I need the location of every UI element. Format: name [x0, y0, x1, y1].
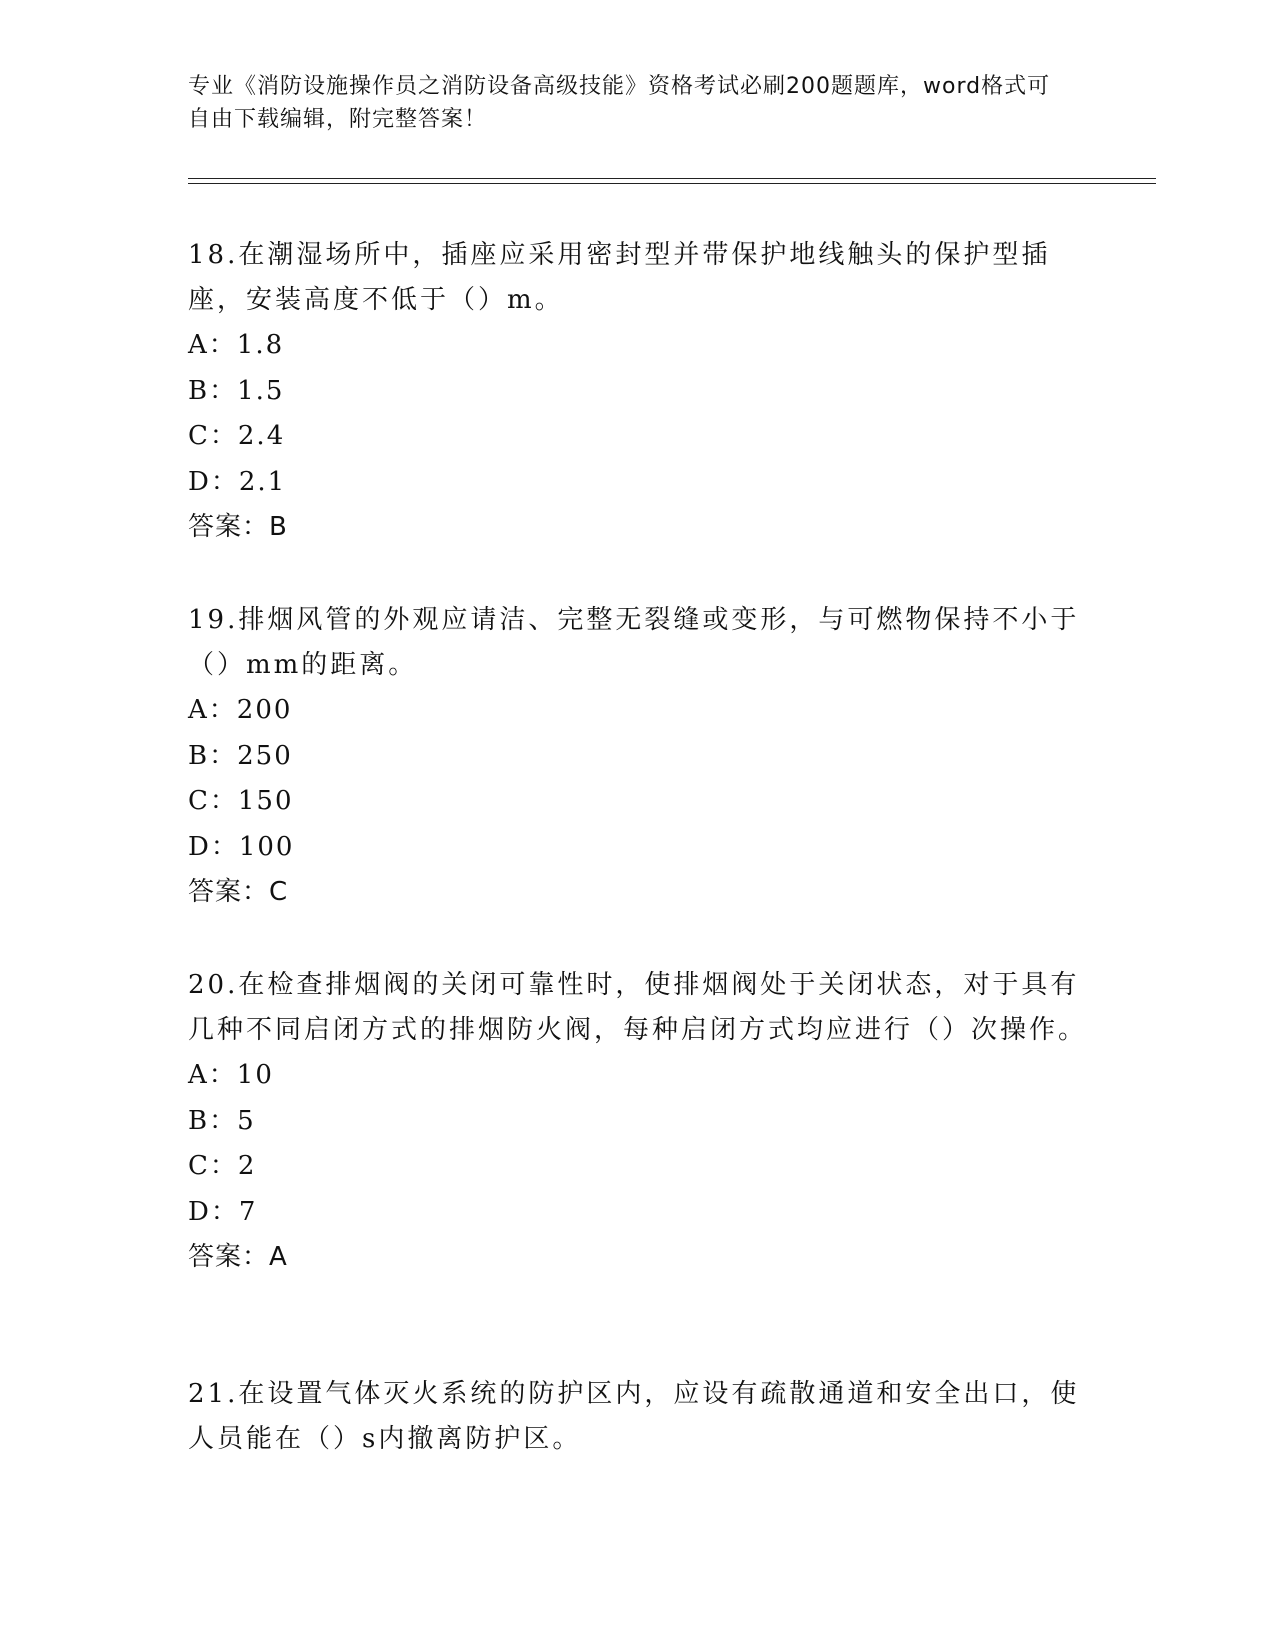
option-c: C：2.4 [188, 421, 286, 451]
answer-line: 答案：B [188, 512, 288, 542]
answer-line: 答案：A [188, 1242, 288, 1272]
option-a: A：200 [188, 695, 293, 725]
question-18 [188, 233, 1088, 550]
option-b: B：5 [188, 1105, 256, 1136]
option-a: A：10 [188, 1060, 274, 1090]
header-divider-top [188, 178, 1156, 179]
question-stem: 18.在潮湿场所中，插座应采用密封型并带保护地线触头的保护型插座，安装高度不低于（）m。 [188, 240, 1051, 315]
option-d: D：7 [188, 1196, 258, 1227]
question-stem: 20.在检查排烟阀的关闭可靠性时，使排烟阀处于关闭状态，对于具有几种不同启闭方式的排烟防火阀，每种启闭方式均应进行（）次操作。 [188, 970, 1088, 1045]
option-b: B：1.5 [188, 375, 285, 406]
option-c: C：150 [188, 786, 294, 816]
question-19 [188, 598, 1088, 915]
option-b: B：250 [188, 740, 293, 771]
option-d: D：100 [188, 831, 295, 862]
question-stem: 21.在设置气体灭火系统的防护区内，应设有疏散通道和安全出口，使人员能在（）s内撤离防护区。 [188, 1379, 1080, 1454]
document-header: 专业《消防设施操作员之消防设备高级技能》资格考试必刷200题题库，word格式可自由下载编辑，附完整答案！ [188, 74, 1051, 132]
option-d: D：2.1 [188, 466, 287, 497]
question-stem: 19.排烟风管的外观应请洁、完整无裂缝或变形，与可燃物保持不小于（）mm的距离。 [188, 605, 1080, 680]
option-c: C：2 [188, 1151, 257, 1181]
question-20 [188, 963, 1088, 1280]
answer-line: 答案：C [188, 877, 289, 907]
question-21 [188, 1372, 1088, 1462]
option-a: A：1.8 [188, 330, 285, 360]
header-divider-bottom [188, 183, 1156, 184]
